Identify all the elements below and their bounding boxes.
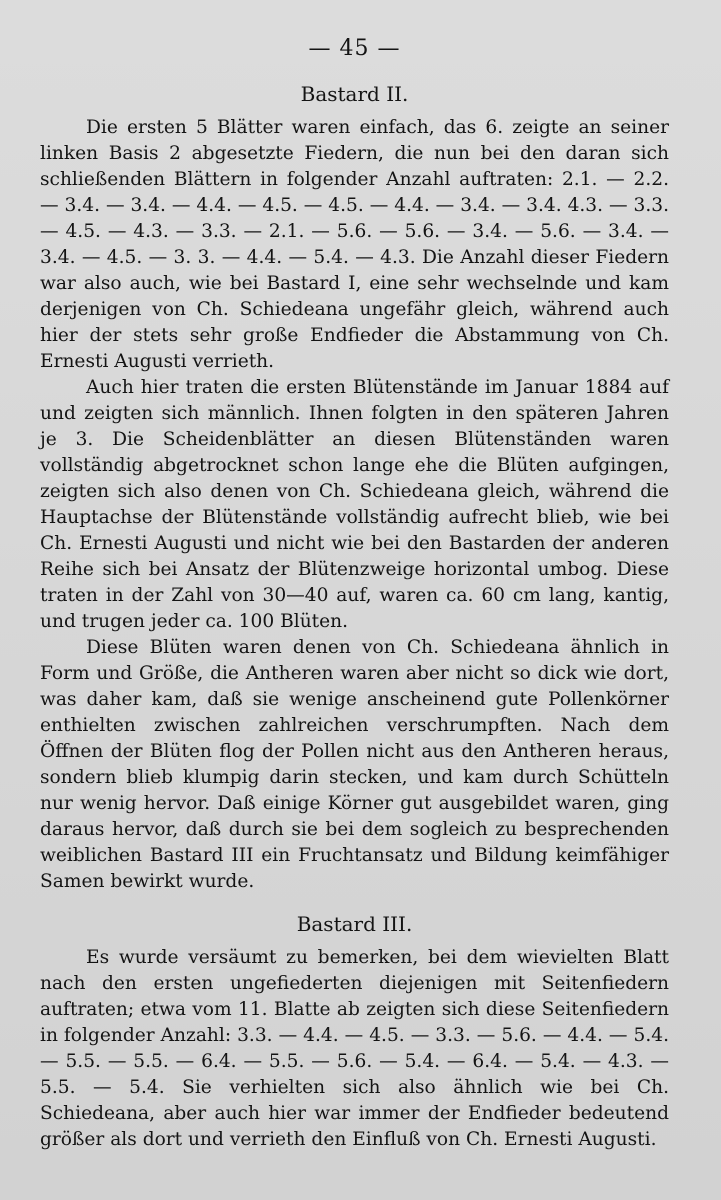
paragraph: Auch hier traten die ersten Blütenstände im Januar 1884 auf und zeigten sich männlich. Ihnen folgten in den späteren Jahren je 3. Die Scheidenblätter an diesen Blütenständen waren vollständig abgetrocknet schon lange ehe die Blüten aufgingen, zeigten sich also denen von Ch. Schiedeana gleich, während die Hauptachse der Blütenstände vollständig aufrecht blieb, wie bei Ch. Ernesti Augusti und nicht wie bei den Bastarden der anderen Reihe sich bei Ansatz der Blütenzweige horizontal umbog. Diese traten in der Zahl von 30—40 auf, waren ca. 60 cm lang, kantig, und trugen jeder ca. 100 Blüten. — [40, 377, 669, 632]
paragraph: Die ersten 5 Blätter waren einfach, das 6. zeigte an seiner linken Basis 2 abgesetzte Fiedern, die nun bei den daran sich schließenden Blättern in folgender Anzahl auftraten: 2.1. — 2.2. — 3.4. — 3.4. — 4.4. — 4.5. — 4.5. — 4.4. — 3.4. — 3.4. 4.3. — 3.3. — 4.5. — 4.3. — 3.3. — 2.1. — 5.6. — 5.6. — 3.4. — 5.6. — 3.4. — 3.4. — 4.5. — 3. 3. — 4.4. — 5.4. — 4.3. Die Anzahl dieser Fiedern war also auch, wie bei Bastard I, eine sehr wechselnde und kam derjenigen von Ch. Schiedeana ungefähr gleich, während auch hier der stets sehr große Endfieder die Abstammung von Ch. Ernesti Augusti verrieth. — [40, 117, 669, 372]
page-number: — 45 — — [308, 36, 401, 61]
section-heading: Bastard II. — [300, 82, 409, 106]
section-bastard-iii — [40, 911, 669, 1153]
section-bastard-ii — [40, 81, 669, 895]
paragraph: Es wurde versäumt zu bemerken, bei dem wievielten Blatt nach den ersten ungefiederten diejenigen mit Seitenfiedern auftraten; etwa vom 11. Blatte ab zeigten sich diese Seitenfiedern in folgender Anzahl: 3.3. — 4.4. — 4.5. — 3.3. — 5.6. — 4.4. — 5.4. — 5.5. — 5.5. — 6.4. — 5.5. — 5.6. — 5.4. — 6.4. — 5.4. — 4.3. — 5.5. — 5.4. Sie verhielten sich also ähnlich wie bei Ch. Schiedeana, aber auch hier war immer der Endfieder bedeutend größer als dort und verrieth den Einfluß von Ch. Ernesti Augusti. — [40, 947, 669, 1150]
paragraph: Diese Blüten waren denen von Ch. Schiedeana ähnlich in Form und Größe, die Antheren waren aber nicht so dick wie dort, was daher kam, daß sie wenige anscheinend gute Pollenkörner enthielten zwischen zahlreichen verschrumpften. Nach dem Öffnen der Blüten flog der Pollen nicht aus den Antheren heraus, sondern blieb klumpig darin stecken, und kam durch Schütteln nur wenig hervor. Daß einige Körner gut ausgebildet waren, ging daraus hervor, daß durch sie bei dem sogleich zu besprechenden weiblichen Bastard III ein Fruchtansatz und Bildung keimfähiger Samen bewirkt wurde. — [40, 637, 669, 892]
section-heading: Bastard III. — [296, 912, 413, 936]
